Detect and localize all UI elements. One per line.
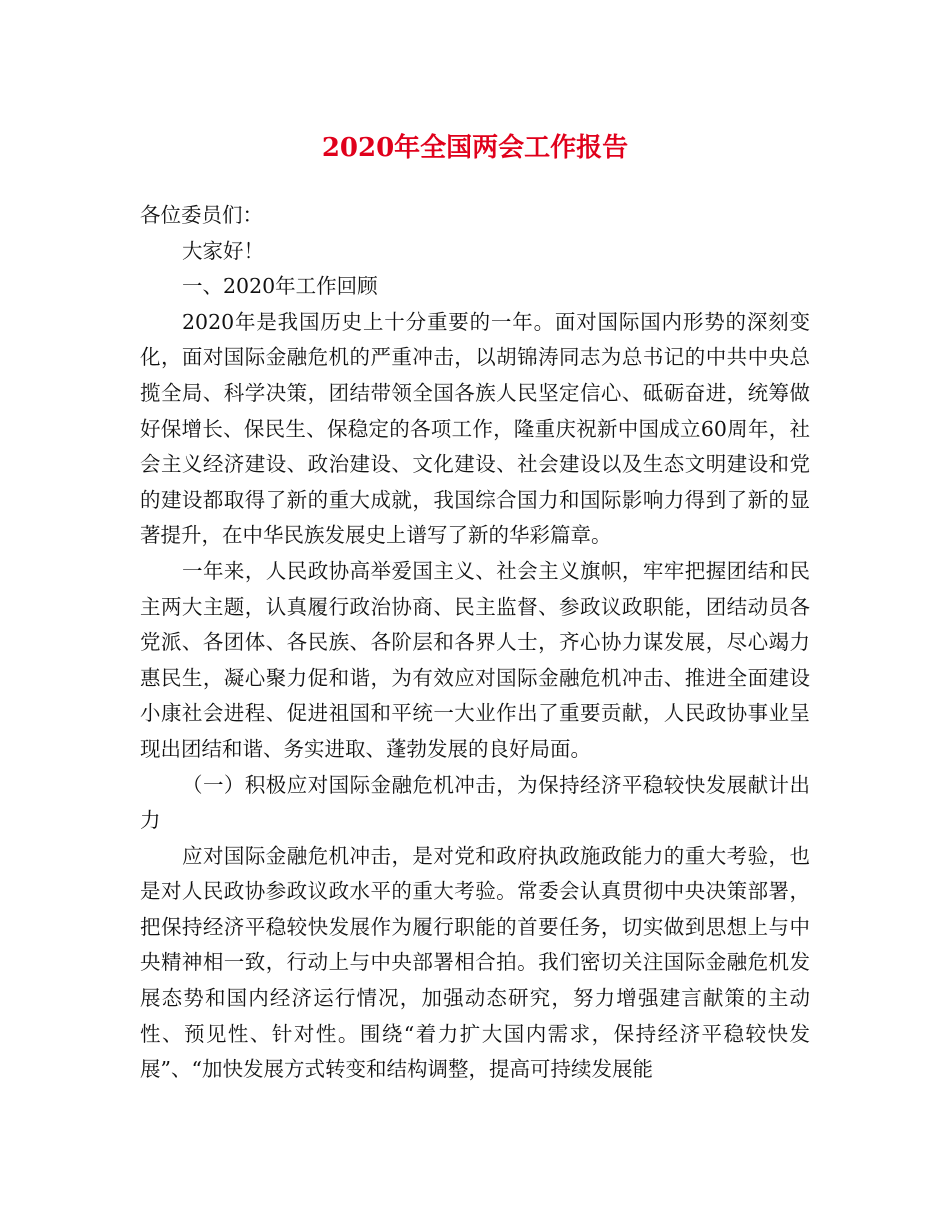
salutation: 各位委员们：: [140, 203, 263, 227]
body-paragraph: 一年来，人民政协高举爱国主义、社会主义旗帜，牢牢把握团结和民主两大主题，认真履行政治协商、民主监督、参政议政职能，团结动员各党派、各团体、各民族、各阶层和各界人士，齐心协力谋发展，尽心竭力惠民生，凝心聚力促和谐，为有效应对国际金融危机冲击、推进全面建设小康社会进程、促进祖国和平统一大业作出了重要贡献，人民政协事业呈现出团结和谐、务实进取、蓬勃发展的良好局面。: [140, 558, 810, 761]
body-paragraph: 2020年是我国历史上十分重要的一年。面对国际国内形势的深刻变化，面对国际金融危机的严重冲击，以胡锦涛同志为总书记的中共中央总揽全局、科学决策，团结带领全国各族人民坚定信心、砥砺奋进，统筹做好保增长、保民生、保稳定的各项工作，隆重庆祝新中国成立60周年，社会主义经济建设、政治建设、文化建设、社会建设以及生态文明建设和党的建设都取得了新的重大成就，我国综合国力和国际影响力得到了新的显著提升，在中华民族发展史上谱写了新的华彩篇章。: [140, 309, 810, 548]
document-body: [140, 198, 810, 1088]
document-title: 2020年全国两会工作报告: [321, 133, 629, 163]
section-heading: 一、2020年工作回顾: [182, 274, 378, 299]
body-paragraph: 应对国际金融危机冲击，是对党和政府执政施政能力的重大考验，也是对人民政协参政议政水平的重大考验。常委会认真贯彻中央决策部署，把保持经济平稳较快发展作为履行职能的首要任务，切实做到思想上与中央精神相一致，行动上与中央部署相合拍。我们密切关注国际金融危机发展态势和国内经济运行情况，加强动态研究，努力增强建言献策的主动性、预见性、针对性。围绕“着力扩大国内需求，保持经济平稳较快发展”、“加快发展方式转变和结构调整，提高可持续发展能: [140, 843, 810, 1082]
subsection-heading: （一）积极应对国际金融危机冲击，为保持经济平稳较快发展献计出力: [140, 772, 810, 833]
greeting: 大家好！: [182, 238, 264, 263]
